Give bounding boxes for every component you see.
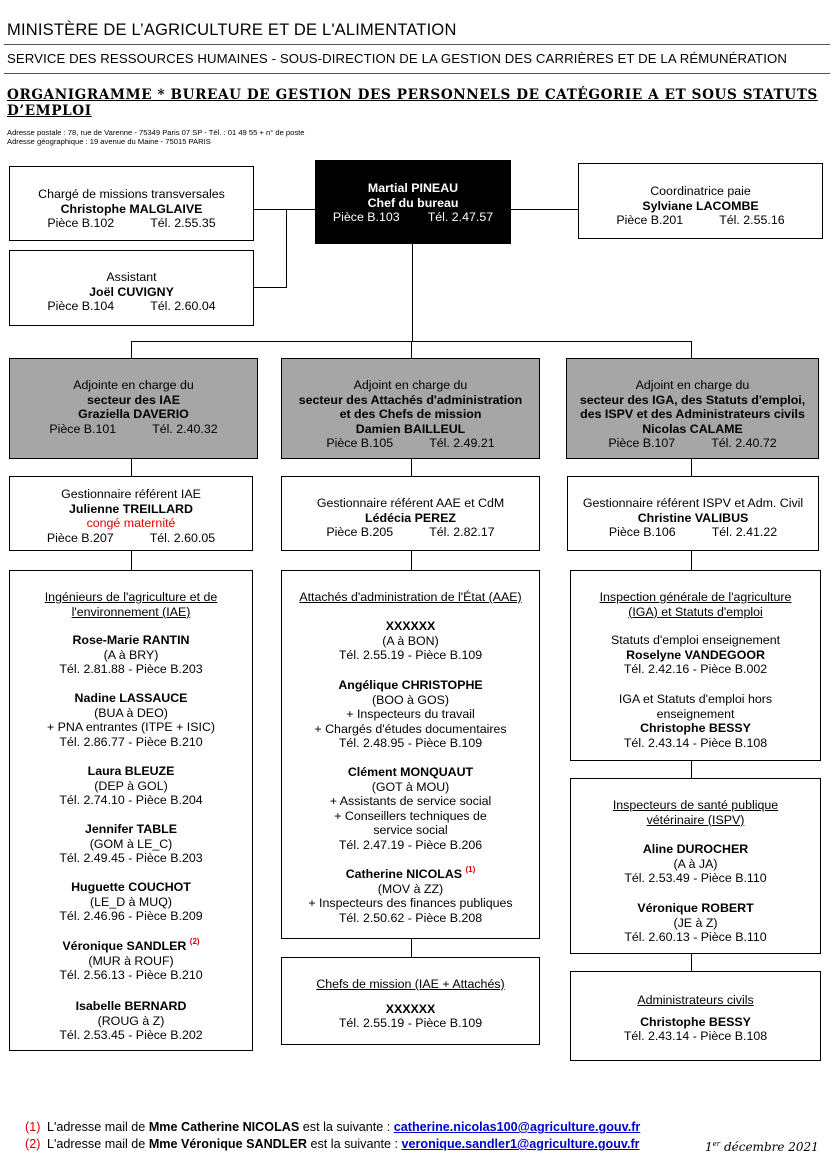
connector-line — [412, 243, 413, 342]
referent-iae-tel: Tél. 2.60.05 — [149, 530, 216, 545]
missions-role: Chargé de missions transversales — [38, 187, 225, 201]
iae-team-box — [9, 570, 253, 1051]
referent-ispv-role: Gestionnaire référent ISPV et Adm. Civil — [582, 496, 804, 510]
geographic-address: Adresse géographique : 19 avenue du Maine - 75015 PARIS — [7, 137, 211, 146]
iae-person-3 — [10, 764, 252, 808]
payroll-room: Pièce B.201 — [616, 213, 684, 228]
iga-title: Inspection générale de l'agriculture — [599, 590, 792, 604]
ministry-title: MINISTÈRE DE L’AGRICULTURE ET DE L'ALIMENTATION — [7, 21, 457, 39]
assistant-room: Pièce B.104 — [47, 299, 115, 314]
assistant-tel: Tél. 2.60.04 — [150, 299, 216, 314]
person-extra: service social — [373, 823, 448, 838]
person-range: (GOT à MOU) — [371, 779, 450, 794]
person-contact: Tél. 2.81.88 - Pièce B.203 — [59, 662, 203, 677]
aae-person-2 — [282, 678, 539, 751]
person-contact: Tél. 2.43.14 - Pièce B.108 — [623, 735, 768, 750]
chief-room: Pièce B.103 — [332, 210, 400, 225]
connector-line — [691, 760, 692, 778]
person-contact: Tél. 2.42.16 - Pièce B.002 — [623, 662, 768, 677]
deputy-iae-room: Pièce B.101 — [49, 421, 117, 436]
referent-ispv-box — [567, 476, 819, 551]
person-name: Véronique ROBERT — [637, 901, 754, 915]
person-contact: Tél. 2.50.62 - Pièce B.208 — [338, 910, 483, 925]
deputy-aae-line1: Adjoint en charge du — [353, 378, 468, 392]
referent-iae-room: Pièce B.207 — [46, 530, 114, 545]
document-date — [705, 1140, 819, 1154]
person-contact: Tél. 2.60.13 - Pièce B.110 — [624, 930, 767, 945]
connector-line — [411, 341, 412, 358]
referent-ispv-tel: Tél. 2.41.22 — [711, 525, 778, 540]
deputy-iga-name: Nicolas CALAME — [642, 421, 743, 436]
person-contact: Tél. 2.74.10 - Pièce B.204 — [59, 793, 203, 808]
iae-team-title: Ingénieurs de l'agriculture et de — [44, 590, 218, 604]
ispv-box — [570, 778, 821, 954]
person-name: Isabelle BERNARD — [75, 999, 187, 1013]
ispv-title-2: vétérinaire (ISPV) — [646, 812, 745, 827]
person-range: (JE à Z) — [673, 915, 718, 930]
person-contact: Tél. 2.56.13 - Pièce B.210 — [59, 968, 203, 983]
connector-line — [411, 458, 412, 476]
referent-iae-name: Julienne TREILLARD — [69, 501, 193, 516]
footnote-text: L'adresse mail de — [47, 1137, 149, 1151]
connector-line — [411, 938, 412, 957]
person-contact: Tél. 2.53.45 - Pièce B.202 — [59, 1028, 203, 1043]
chief-tel: Tél. 2.47.57 — [427, 210, 494, 225]
chief-role: Chef du bureau — [367, 195, 459, 210]
postal-address: Adresse postale : 78, rue de Varenne - 75349 Paris 07 SP - Tél. : 01 49 55 + n° de poste — [7, 128, 305, 137]
referent-iae-role: Gestionnaire référent IAE — [61, 487, 201, 501]
person-extra: + Inspecteurs des finances publiques — [308, 896, 513, 911]
person-name: Angélique CHRISTOPHE — [338, 678, 483, 692]
header-divider-2 — [4, 73, 830, 74]
deputy-iga-line1: Adjoint en charge du — [635, 378, 750, 392]
person-name: Jennifer TABLE — [84, 822, 178, 836]
iae-person-2 — [10, 691, 252, 749]
address-block — [7, 128, 305, 146]
connector-line — [411, 550, 412, 570]
connector-line — [253, 287, 287, 288]
service-subtitle: SERVICE DES RESSOURCES HUMAINES - SOUS-DIRECTION DE LA GESTION DES CARRIÈRES ET DE LA RÉMUNÉRATION — [7, 51, 787, 66]
person-range: (A à BRY) — [103, 647, 159, 662]
iae-person-4 — [10, 822, 252, 866]
deputy-iga-box — [566, 358, 819, 459]
referent-iae-box — [9, 476, 253, 551]
person-contact: Tél. 2.86.77 - Pièce B.210 — [59, 734, 203, 749]
cdm-box — [281, 957, 540, 1045]
admin-civil-title: Administrateurs civils — [637, 993, 754, 1007]
org-chart-title: ORGANIGRAMME * BUREAU DE GESTION DES PERSONNELS DE CATÉGORIE A ET SOUS STATUTS D’EMPLOI — [7, 87, 818, 119]
person-contact: Tél. 2.46.96 - Pièce B.209 — [59, 909, 203, 924]
admin-civil-box — [570, 971, 821, 1061]
ispv-person-1 — [571, 842, 820, 886]
person-name: Rose-Marie RANTIN — [72, 633, 190, 647]
missions-tel: Tél. 2.55.35 — [150, 216, 216, 231]
person-name: Véronique SANDLER — [62, 939, 187, 953]
person-name: XXXXXX — [385, 619, 436, 633]
person-extra: + Assistants de service social — [329, 794, 492, 809]
admin-civil-contact: Tél. 2.43.14 - Pièce B.108 — [623, 1029, 768, 1044]
referent-aae-room: Pièce B.205 — [326, 525, 394, 540]
connector-line — [131, 550, 132, 570]
missions-name: Christophe MALGLAIVE — [60, 201, 203, 216]
person-name: Christophe BESSY — [640, 721, 751, 736]
footnote-marker: (2) — [189, 937, 200, 946]
aae-person-1 — [282, 619, 539, 663]
payroll-name: Sylviane LACOMBE — [642, 198, 759, 213]
footnote-text: est la suivante : — [299, 1120, 394, 1134]
payroll-box — [578, 163, 823, 239]
aae-person-3 — [282, 765, 539, 853]
cdm-contact: Tél. 2.55.19 - Pièce B.109 — [338, 1016, 483, 1031]
chief-box — [315, 160, 511, 244]
person-range: (MOV à ZZ) — [377, 881, 444, 896]
deputy-aae-room: Pièce B.105 — [326, 436, 394, 451]
deputy-iae-box — [9, 358, 258, 459]
date-day: 1 — [705, 1140, 713, 1154]
referent-aae-role: Gestionnaire référent AAE et CdM — [316, 496, 505, 510]
iae-person-5 — [10, 880, 252, 924]
deputy-iga-room: Pièce B.107 — [608, 436, 676, 451]
cdm-name: XXXXXX — [385, 1001, 436, 1016]
aae-team-title: Attachés d'administration de l'État (AAE) — [299, 590, 522, 604]
person-range: (LE_D à MUQ) — [90, 894, 172, 909]
person-range: (BUA à DEO) — [94, 705, 168, 720]
group-label: Statuts d'emploi enseignement — [610, 633, 781, 647]
referent-aae-tel: Tél. 2.82.17 — [429, 525, 495, 540]
connector-line — [286, 209, 287, 288]
deputy-aae-box — [281, 358, 540, 459]
connector-line — [510, 209, 578, 210]
person-name: Aline DUROCHER — [642, 842, 749, 856]
person-name: Laura BLEUZE — [87, 764, 175, 778]
referent-iae-note: congé maternité — [86, 516, 176, 531]
email-link[interactable]: catherine.nicolas100@agriculture.gouv.fr — [393, 1120, 641, 1134]
deputy-aae-tel: Tél. 2.49.21 — [429, 436, 495, 451]
deputy-aae-name: Damien BAILLEUL — [355, 421, 466, 436]
footnote-text: L'adresse mail de — [47, 1120, 149, 1134]
connector-line — [691, 341, 692, 358]
iga-box — [570, 570, 821, 761]
person-range: (MUR à ROUF) — [88, 953, 174, 968]
deputy-iga-line2: secteur des IGA, des Statuts d'emploi, — [579, 392, 806, 407]
person-contact: Tél. 2.53.49 - Pièce B.110 — [624, 871, 767, 886]
person-range: (DEP à GOL) — [94, 778, 168, 793]
footnote-marker: (1) — [465, 865, 476, 874]
deputy-iga-line3: des ISPV et des Administrateurs civils — [580, 407, 805, 422]
date-rest: décembre 2021 — [720, 1140, 819, 1154]
payroll-tel: Tél. 2.55.16 — [719, 213, 785, 228]
footnote-number: (2) — [25, 1137, 41, 1151]
aae-team-box — [281, 570, 540, 939]
iga-group-2 — [571, 692, 820, 750]
iae-person-7 — [10, 999, 252, 1043]
group-label-2: enseignement — [656, 706, 735, 721]
person-contact: Tél. 2.49.45 - Pièce B.203 — [59, 851, 203, 866]
person-contact: Tél. 2.55.19 - Pièce B.109 — [338, 648, 483, 663]
deputy-iae-tel: Tél. 2.40.32 — [152, 421, 218, 436]
ispv-title: Inspecteurs de santé publique — [612, 798, 779, 812]
iga-group-1 — [571, 633, 820, 677]
footnote-1 — [25, 1120, 640, 1134]
payroll-role: Coordinatrice paie — [650, 184, 751, 198]
admin-civil-name: Christophe BESSY — [640, 1014, 751, 1029]
connector-line — [691, 550, 692, 570]
person-range: (BOO à GOS) — [371, 692, 450, 707]
person-extra: + Conseillers techniques de — [334, 808, 487, 823]
person-name: Roselyne VANDEGOOR — [626, 647, 765, 662]
deputy-aae-line3: et des Chefs de mission — [339, 407, 482, 422]
referent-ispv-name: Christine VALIBUS — [637, 510, 749, 525]
footnote-person: Mme Catherine NICOLAS — [148, 1120, 300, 1134]
aae-person-4 — [282, 867, 539, 925]
assistant-name: Joël CUVIGNY — [89, 284, 174, 299]
referent-ispv-room: Pièce B.106 — [608, 525, 676, 540]
person-name: Huguette COUCHOT — [71, 880, 191, 894]
missions-box — [9, 166, 254, 241]
deputy-iae-line1: Adjointe en charge du — [73, 378, 194, 392]
email-link[interactable]: veronique.sandler1@agriculture.gouv.fr — [401, 1137, 640, 1151]
connector-line — [131, 458, 132, 476]
referent-aae-name: Lédécia PEREZ — [365, 510, 456, 525]
person-name: Nadine LASSAUCE — [74, 691, 188, 705]
connector-line — [691, 953, 692, 971]
person-extra: + Inspecteurs du travail — [346, 707, 475, 722]
person-contact: Tél. 2.48.95 - Pièce B.109 — [338, 736, 483, 751]
footnote-text: est la suivante : — [306, 1137, 402, 1151]
footnote-person: Mme Véronique SANDLER — [148, 1137, 307, 1151]
person-name: Clément MONQUAUT — [347, 765, 474, 779]
iae-team-title-2: l'environnement (IAE) — [71, 604, 191, 619]
footnote-2 — [25, 1137, 640, 1151]
person-range: (GOM à LE_C) — [89, 836, 173, 851]
person-range: (A à BON) — [382, 633, 439, 648]
connector-line — [691, 458, 692, 476]
chief-name: Martial PINEAU — [367, 181, 459, 195]
iae-person-1 — [10, 633, 252, 677]
iae-person-6 — [10, 939, 252, 983]
deputy-aae-line2: secteur des Attachés d'administration — [298, 392, 523, 407]
assistant-box — [9, 250, 254, 326]
cdm-title: Chefs de mission (IAE + Attachés) — [316, 977, 505, 991]
person-range: (A à JA) — [673, 856, 718, 871]
group-label: IGA et Statuts d'emploi hors — [618, 692, 773, 706]
header-divider — [4, 44, 830, 45]
deputy-iae-line2: secteur des IAE — [87, 392, 180, 407]
deputy-iae-name: Graziella DAVERIO — [78, 407, 189, 422]
person-extra: + Chargés d'études documentaires — [314, 721, 507, 736]
assistant-role: Assistant — [106, 270, 157, 284]
missions-room: Pièce B.102 — [47, 216, 115, 231]
footnote-number: (1) — [25, 1120, 41, 1134]
iga-title-2: (IGA) et Statuts d'emploi — [628, 604, 763, 619]
referent-aae-box — [281, 476, 540, 551]
date-suffix: er — [712, 1140, 721, 1148]
person-range: (ROUG à Z) — [97, 1013, 165, 1028]
person-name: Catherine NICOLAS — [345, 867, 463, 881]
person-contact: Tél. 2.47.19 - Pièce B.206 — [338, 837, 483, 852]
person-extra: + PNA entrantes (ITPE + ISIC) — [46, 720, 216, 735]
connector-line — [131, 341, 132, 358]
connector-line — [253, 209, 316, 210]
ispv-person-2 — [571, 901, 820, 945]
deputy-iga-tel: Tél. 2.40.72 — [711, 436, 777, 451]
